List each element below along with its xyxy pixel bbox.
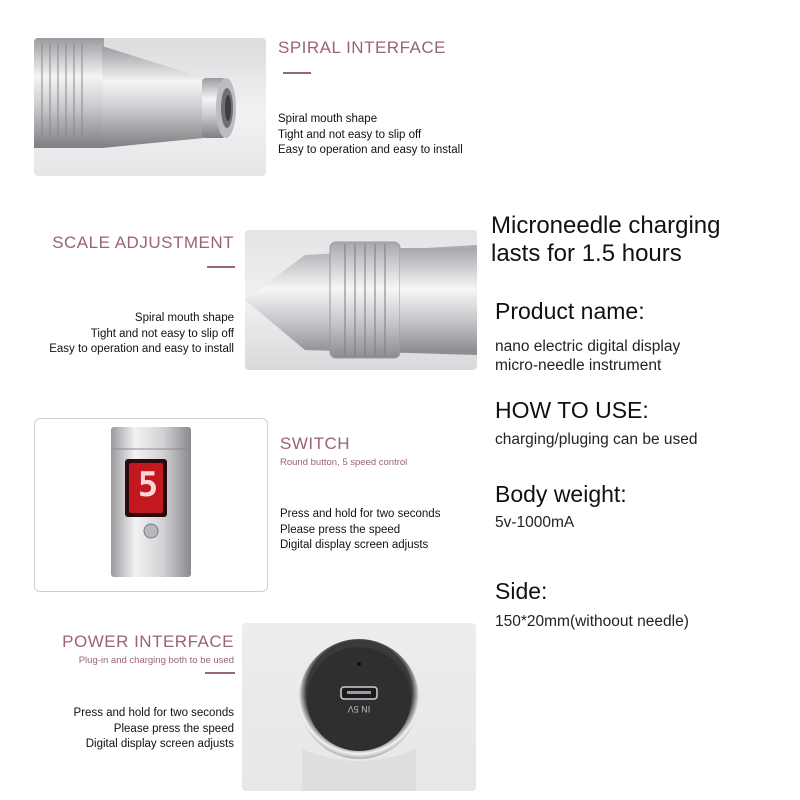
- scale-ring-illustration: [245, 230, 477, 370]
- headline-line-1: Microneedle charging: [491, 212, 721, 239]
- switch-line-2: Please press the speed: [280, 523, 401, 536]
- scale-line-2: Tight and not easy to slip off: [90, 327, 234, 340]
- switch-subtitle: Round button, 5 speed control: [280, 457, 408, 468]
- product-name-line-1: nano electric digital display: [495, 338, 681, 355]
- scale-description: [49, 311, 234, 358]
- power-interface-title: POWER INTERFACE: [62, 632, 234, 651]
- product-name-line-2: micro-needle instrument: [495, 357, 662, 374]
- power-description: [74, 706, 234, 753]
- how-to-use-value: charging/pluging can be used: [495, 431, 698, 448]
- speed-display-digit: 5: [137, 465, 159, 505]
- spiral-line-3: Easy to operation and easy to install: [278, 144, 463, 156]
- spiral-description: [278, 112, 463, 159]
- scale-adjustment-photo: [245, 230, 477, 370]
- power-line-1: Press and hold for two seconds: [73, 707, 234, 719]
- product-name-heading: Product name:: [495, 298, 645, 324]
- body-weight-heading: Body weight:: [495, 481, 627, 507]
- side-heading: Side:: [495, 578, 548, 604]
- charging-headline: [491, 212, 720, 268]
- power-accent-line: [205, 672, 235, 674]
- switch-body-illustration: [35, 419, 267, 591]
- body-weight-value: 5v-1000mA: [495, 514, 575, 531]
- scale-line-1: Spiral mouth shape: [134, 312, 234, 324]
- power-line-2: Please press the speed: [113, 722, 234, 735]
- switch-line-1: Press and hold for two seconds: [280, 508, 441, 520]
- scale-adjustment-title: SCALE ADJUSTMENT: [52, 233, 234, 252]
- headline-line-2: lasts for 1.5 hours: [491, 240, 682, 267]
- switch-photo: [34, 418, 268, 592]
- side-value: 150*20mm(withoout needle): [495, 613, 689, 630]
- spiral-interface-photo: [34, 38, 266, 176]
- spiral-line-1: Spiral mouth shape: [278, 113, 378, 125]
- switch-description: [280, 507, 440, 554]
- spiral-line-2: Tight and not easy to slip off: [278, 128, 422, 141]
- scale-accent-line: [207, 266, 235, 268]
- product-name-value: [495, 337, 680, 375]
- scale-line-3: Easy to operation and easy to install: [49, 343, 234, 355]
- power-interface-subtitle: Plug-in and charging both to be used: [78, 655, 234, 666]
- switch-title: SWITCH: [280, 434, 351, 453]
- spiral-accent-line: [283, 72, 311, 74]
- port-label: IN 5V: [347, 704, 371, 714]
- spiral-interface-title: SPIRAL INTERFACE: [278, 38, 446, 57]
- switch-line-3: Digital display screen adjusts: [280, 539, 429, 551]
- pen-tip-illustration: [34, 38, 266, 176]
- power-line-3: Digital display screen adjusts: [85, 738, 234, 750]
- power-interface-photo: [242, 623, 476, 791]
- how-to-use-heading: HOW TO USE:: [495, 397, 649, 423]
